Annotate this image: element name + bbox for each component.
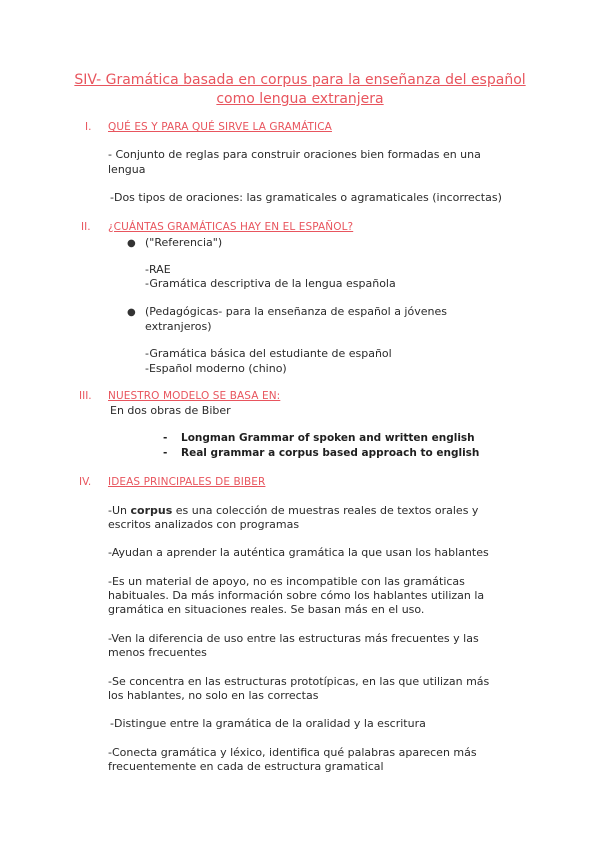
- section-1-numeral: I.: [85, 121, 92, 133]
- section-4-idea-5-line-1: -Se concentra en las estructuras prototípicas, en las que utilizan más: [108, 675, 490, 688]
- section-3-dash: -: [163, 447, 168, 459]
- section-4-heading: IDEAS PRINCIPALES DE BIBER: [108, 476, 266, 488]
- section-2-bullet-2-line-1: (Pedagógicas- para la enseñanza de español a jóvenes: [145, 305, 447, 318]
- bullet-dot-icon: ●: [127, 307, 136, 318]
- section-2-bullet-1-sub-2: -Gramática descriptiva de la lengua española: [145, 277, 396, 290]
- section-4-idea-3-line-1: -Es un material de apoyo, no es incompatible con las gramáticas: [108, 575, 465, 588]
- section-4-idea-1-line-2: escritos analizados con programas: [108, 518, 300, 531]
- bullet-dot-icon: ●: [127, 238, 136, 249]
- section-1-heading: QUÉ ES Y PARA QUÉ SIRVE LA GRAMÁTICA: [108, 121, 332, 133]
- section-1-paragraph-1-line-1: - Conjunto de reglas para construir oraciones bien formadas en una: [108, 148, 481, 161]
- section-4-idea-6: -Distingue entre la gramática de la oralidad y la escritura: [110, 717, 426, 730]
- section-2-bullet-2-sub-1: -Gramática básica del estudiante de español: [145, 347, 392, 360]
- section-4-idea-7-line-2: frecuentemente en cada de estructura gramatical: [108, 760, 384, 773]
- section-3-numeral: III.: [79, 390, 92, 402]
- section-1-paragraph-2: -Dos tipos de oraciones: las gramaticales o agramaticales (incorrectas): [110, 191, 502, 204]
- section-4-idea-4-line-1: -Ven la diferencia de uso entre las estructuras más frecuentes y las: [108, 632, 479, 645]
- section-4-idea-4-line-2: menos frecuentes: [108, 646, 207, 659]
- section-1-paragraph-1-line-2: lengua: [108, 163, 146, 176]
- section-4-idea-1-line-1: -Un corpus es una colección de muestras reales de textos orales y: [108, 504, 479, 517]
- section-3-heading: NUESTRO MODELO SE BASA EN:: [108, 390, 281, 402]
- section-2-bullet-1: ("Referencia"): [145, 236, 223, 249]
- section-3-work-2: Real grammar a corpus based approach to english: [181, 447, 480, 459]
- section-3-work-1: Longman Grammar of spoken and written english: [181, 432, 475, 444]
- document-title-line-2: como lengua extranjera: [216, 91, 384, 107]
- section-2-heading: ¿CUÁNTAS GRAMÁTICAS HAY EN EL ESPAÑOL?: [108, 221, 354, 233]
- section-2-bullet-2-sub-2: -Español moderno (chino): [145, 362, 287, 375]
- corpus-term: corpus: [130, 504, 173, 517]
- section-2-bullet-1-sub-1: -RAE: [145, 263, 171, 276]
- section-4-idea-5-line-2: los hablantes, no solo en las correctas: [108, 689, 319, 702]
- section-2-numeral: II.: [81, 221, 91, 233]
- section-2-bullet-2-line-2: extranjeros): [145, 320, 212, 333]
- section-4-idea-3-line-3: gramática en situaciones reales. Se basan más en el uso.: [108, 603, 425, 616]
- section-4-idea-2: -Ayudan a aprender la auténtica gramática la que usan los hablantes: [108, 546, 489, 559]
- section-3-dash: -: [163, 432, 168, 444]
- document-title-line-1: SIV- Gramática basada en corpus para la enseñanza del español: [74, 72, 526, 88]
- section-4-numeral: IV.: [79, 476, 92, 488]
- section-4-idea-7-line-1: -Conecta gramática y léxico, identifica qué palabras aparecen más: [108, 746, 477, 759]
- section-3-intro: En dos obras de Biber: [110, 404, 231, 417]
- section-4-idea-3-line-2: habituales. Da más información sobre cómo los hablantes utilizan la: [108, 589, 485, 602]
